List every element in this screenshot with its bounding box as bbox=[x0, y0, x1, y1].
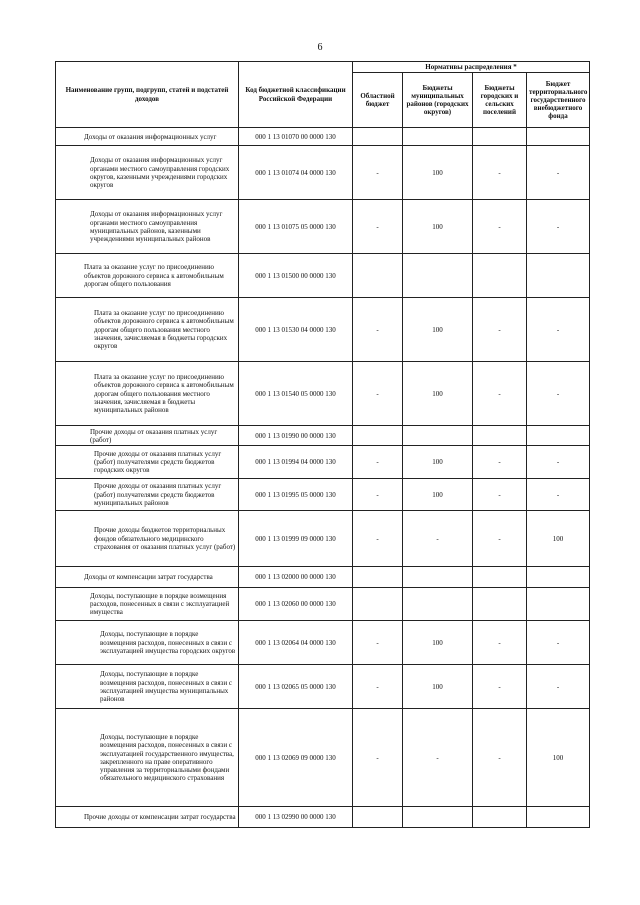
row-name: Доходы от компенсации затрат государства bbox=[56, 567, 239, 588]
row-fund: - bbox=[527, 298, 590, 362]
row-regional: - bbox=[353, 479, 403, 511]
row-regional: - bbox=[353, 446, 403, 479]
row-code: 000 1 13 01990 00 0000 130 bbox=[239, 426, 353, 446]
row-code: 000 1 13 02990 00 0000 130 bbox=[239, 807, 353, 828]
table-row bbox=[56, 567, 590, 588]
row-code: 000 1 13 01999 09 0000 130 bbox=[239, 511, 353, 567]
row-fund bbox=[527, 254, 590, 298]
row-code: 000 1 13 01075 05 0000 130 bbox=[239, 200, 353, 254]
table-row bbox=[56, 588, 590, 621]
row-municipal: 100 bbox=[403, 665, 473, 709]
page-number: 6 bbox=[317, 42, 323, 53]
row-name: Прочие доходы от оказания платных услуг (работ) получателями средств бюджетов муниципальных районов bbox=[56, 479, 239, 511]
row-fund: 100 bbox=[527, 709, 590, 807]
row-municipal: 100 bbox=[403, 479, 473, 511]
row-regional: - bbox=[353, 200, 403, 254]
row-code: 000 1 13 02060 00 0000 130 bbox=[239, 588, 353, 621]
row-fund bbox=[527, 567, 590, 588]
row-settlements: - bbox=[473, 200, 527, 254]
row-code: 000 1 13 01994 04 0000 130 bbox=[239, 446, 353, 479]
row-name: Прочие доходы бюджетов территориальных фондов обязательного медицинского страхования от оказания платных услуг (работ) bbox=[56, 511, 239, 567]
row-code: 000 1 13 01995 05 0000 130 bbox=[239, 479, 353, 511]
row-regional: - bbox=[353, 511, 403, 567]
table-row bbox=[56, 709, 590, 807]
row-name: Плата за оказание услуг по присоединению объектов дорожного сервиса к автомобильным дорогам общего пользования местного значения, зачисляемая в бюджеты муниципальных районов bbox=[56, 362, 239, 426]
row-fund bbox=[527, 588, 590, 621]
row-municipal bbox=[403, 426, 473, 446]
row-settlements bbox=[473, 588, 527, 621]
row-fund: - bbox=[527, 146, 590, 200]
row-code: 000 1 13 02000 00 0000 130 bbox=[239, 567, 353, 588]
row-name: Прочие доходы от оказания платных услуг (работ) получателями средств бюджетов городских округов bbox=[56, 446, 239, 479]
table-row bbox=[56, 426, 590, 446]
row-municipal bbox=[403, 807, 473, 828]
row-regional: - bbox=[353, 362, 403, 426]
row-regional bbox=[353, 588, 403, 621]
row-regional: - bbox=[353, 146, 403, 200]
row-name: Плата за оказание услуг по присоединению объектов дорожного сервиса к автомобильным дорогам общего пользования местного значения, зачисляемая в бюджеты городских округов bbox=[56, 298, 239, 362]
row-name: Доходы, поступающие в порядке возмещения расходов, понесенных в связи с эксплуатацией имущества bbox=[56, 588, 239, 621]
row-code: 000 1 13 02069 09 0000 130 bbox=[239, 709, 353, 807]
table-row bbox=[56, 298, 590, 362]
row-name: Доходы, поступающие в порядке возмещения расходов, понесенных в связи с эксплуатацией имущества городских округов bbox=[56, 621, 239, 665]
row-code: 000 1 13 01500 00 0000 130 bbox=[239, 254, 353, 298]
row-name: Доходы от оказания информационных услуг bbox=[56, 128, 239, 146]
row-municipal: - bbox=[403, 709, 473, 807]
row-municipal: 100 bbox=[403, 362, 473, 426]
header-settlements: Бюджеты городских и сельских поселений bbox=[473, 73, 527, 128]
row-fund: - bbox=[527, 362, 590, 426]
row-fund bbox=[527, 128, 590, 146]
row-fund: - bbox=[527, 621, 590, 665]
row-regional: - bbox=[353, 709, 403, 807]
row-fund bbox=[527, 807, 590, 828]
row-settlements: - bbox=[473, 362, 527, 426]
row-settlements bbox=[473, 807, 527, 828]
row-settlements: - bbox=[473, 709, 527, 807]
table-row bbox=[56, 128, 590, 146]
row-settlements: - bbox=[473, 146, 527, 200]
row-fund: - bbox=[527, 446, 590, 479]
header-regional: Областной бюджет bbox=[353, 73, 403, 128]
header-code: Код бюджетной классификации Российской Федерации bbox=[239, 62, 353, 128]
row-settlements: - bbox=[473, 511, 527, 567]
distribution-table bbox=[55, 61, 590, 828]
row-settlements bbox=[473, 254, 527, 298]
row-municipal: 100 bbox=[403, 200, 473, 254]
row-settlements bbox=[473, 426, 527, 446]
row-fund: - bbox=[527, 665, 590, 709]
row-name: Доходы, поступающие в порядке возмещения расходов, понесенных в связи с эксплуатацией государственного имущества, закрепленного на праве оперативного управления за территориальными фондами обязательного медицинского страхования bbox=[56, 709, 239, 807]
row-code: 000 1 13 01530 04 0000 130 bbox=[239, 298, 353, 362]
row-name: Плата за оказание услуг по присоединению объектов дорожного сервиса к автомобильным дорогам общего пользования bbox=[56, 254, 239, 298]
table-row bbox=[56, 807, 590, 828]
row-name: Доходы, поступающие в порядке возмещения расходов, понесенных в связи с эксплуатацией имущества муниципальных районов bbox=[56, 665, 239, 709]
row-regional bbox=[353, 128, 403, 146]
row-regional bbox=[353, 426, 403, 446]
table-row bbox=[56, 146, 590, 200]
table-row bbox=[56, 479, 590, 511]
row-code: 000 1 13 01070 00 0000 130 bbox=[239, 128, 353, 146]
row-settlements: - bbox=[473, 479, 527, 511]
row-regional: - bbox=[353, 665, 403, 709]
row-code: 000 1 13 02064 04 0000 130 bbox=[239, 621, 353, 665]
row-settlements bbox=[473, 567, 527, 588]
row-municipal: 100 bbox=[403, 146, 473, 200]
row-regional bbox=[353, 254, 403, 298]
table-row bbox=[56, 511, 590, 567]
row-regional: - bbox=[353, 298, 403, 362]
row-code: 000 1 13 01074 04 0000 130 bbox=[239, 146, 353, 200]
row-municipal: - bbox=[403, 511, 473, 567]
table-row bbox=[56, 621, 590, 665]
row-regional bbox=[353, 567, 403, 588]
row-settlements: - bbox=[473, 621, 527, 665]
row-municipal bbox=[403, 254, 473, 298]
row-municipal bbox=[403, 128, 473, 146]
row-name: Прочие доходы от компенсации затрат государства bbox=[56, 807, 239, 828]
row-regional bbox=[353, 807, 403, 828]
row-municipal: 100 bbox=[403, 298, 473, 362]
row-fund: - bbox=[527, 479, 590, 511]
row-name: Доходы от оказания информационных услуг органами местного самоуправления городских округов, казенными учреждениями городских округов bbox=[56, 146, 239, 200]
table-row bbox=[56, 254, 590, 298]
row-regional: - bbox=[353, 621, 403, 665]
row-municipal: 100 bbox=[403, 621, 473, 665]
distribution-table-container bbox=[55, 61, 589, 828]
table-row bbox=[56, 446, 590, 479]
table-row bbox=[56, 362, 590, 426]
row-code: 000 1 13 01540 05 0000 130 bbox=[239, 362, 353, 426]
row-settlements: - bbox=[473, 665, 527, 709]
row-name: Доходы от оказания информационных услуг органами местного самоуправления муниципальных районов, казенными учреждениями муниципальных районов bbox=[56, 200, 239, 254]
row-settlements: - bbox=[473, 298, 527, 362]
row-fund: - bbox=[527, 200, 590, 254]
row-municipal bbox=[403, 588, 473, 621]
row-code: 000 1 13 02065 05 0000 130 bbox=[239, 665, 353, 709]
row-fund bbox=[527, 426, 590, 446]
row-fund: 100 bbox=[527, 511, 590, 567]
header-municipal: Бюджеты муниципальных районов (городских округов) bbox=[403, 73, 473, 128]
row-municipal: 100 bbox=[403, 446, 473, 479]
header-fund: Бюджет территориального государственного внебюджетного фонда bbox=[527, 73, 590, 128]
row-settlements: - bbox=[473, 446, 527, 479]
header-norms: Нормативы распределения * bbox=[353, 62, 590, 73]
table-row bbox=[56, 665, 590, 709]
header-name: Наименование групп, подгрупп, статей и подстатей доходов bbox=[56, 62, 239, 128]
row-municipal bbox=[403, 567, 473, 588]
table-row bbox=[56, 200, 590, 254]
row-settlements bbox=[473, 128, 527, 146]
row-name: Прочие доходы от оказания платных услуг (работ) bbox=[56, 426, 239, 446]
